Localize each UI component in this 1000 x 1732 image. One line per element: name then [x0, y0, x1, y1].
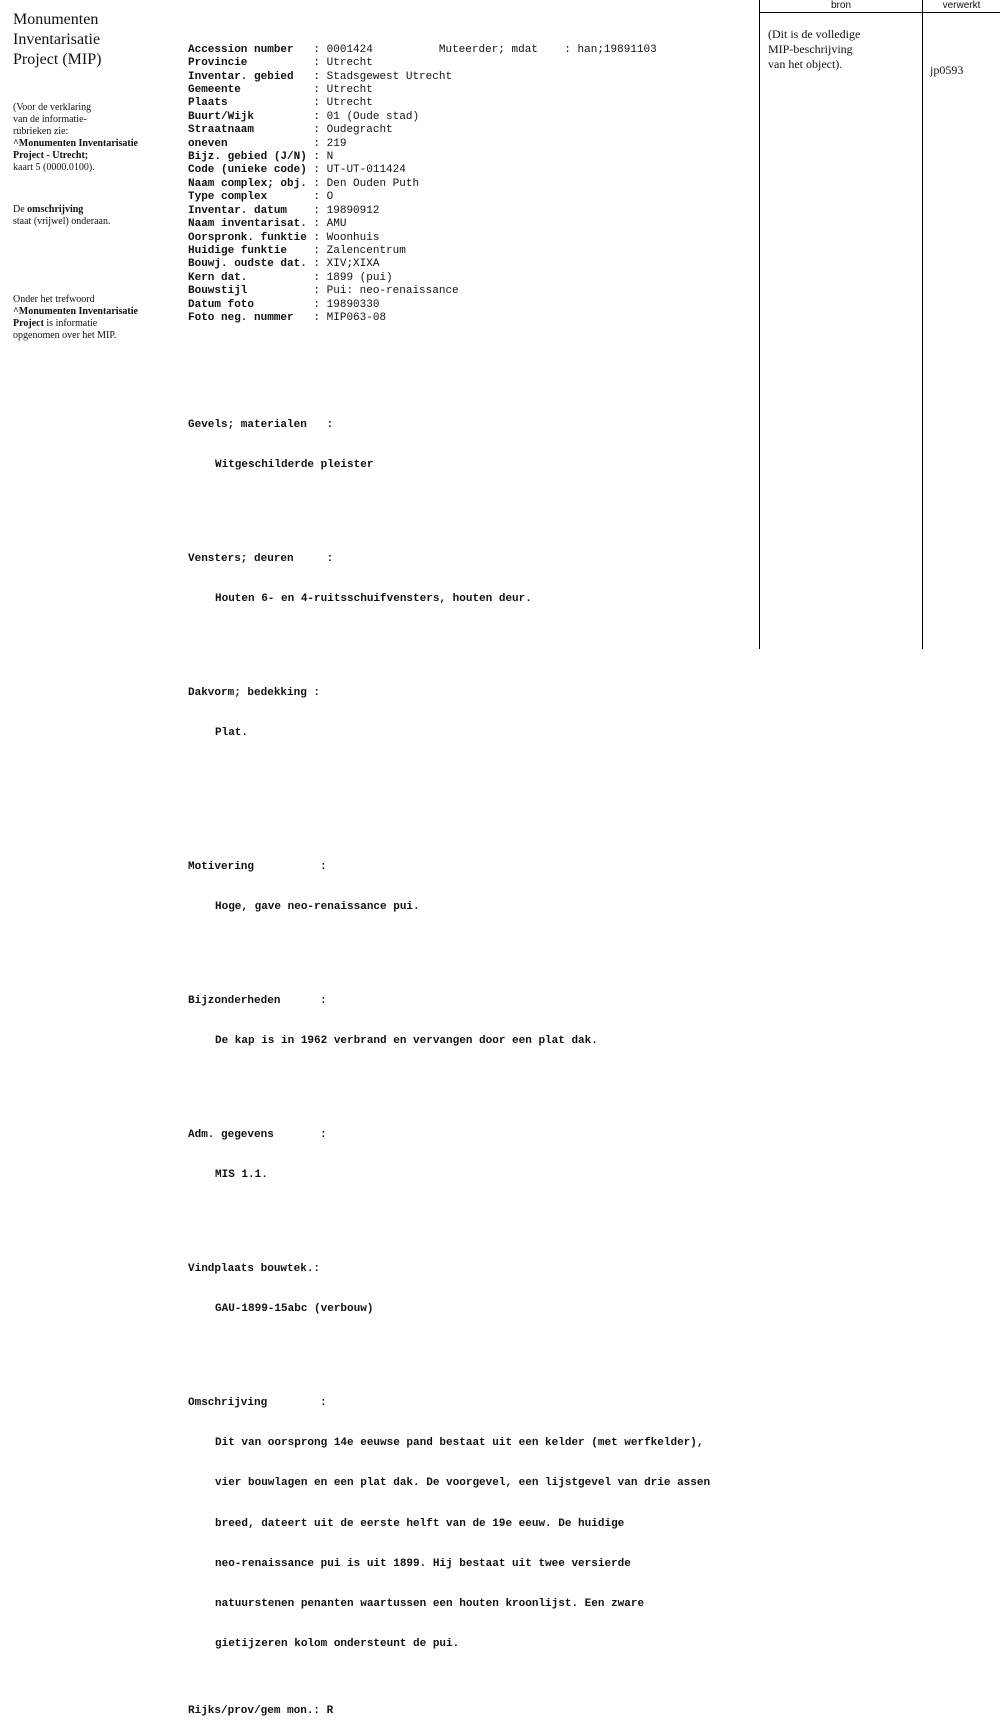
reference-note	[13, 102, 173, 174]
field-separator: :	[287, 204, 327, 217]
field-label: Oorspronk. funktie	[188, 231, 307, 244]
field-row	[188, 272, 748, 285]
gevels-section: Gevels; materialen : Witgeschilderde pleister	[188, 392, 748, 499]
description-line: gietijzeren kolom ondersteunt de pui.	[215, 1638, 460, 1651]
section-value: MIS 1.1.	[215, 1169, 268, 1182]
spacer	[373, 44, 439, 56]
section-label: Bijzonderheden	[188, 994, 281, 1007]
field-row	[188, 191, 748, 204]
section-label: Motivering	[188, 860, 255, 873]
record-body	[188, 17, 748, 1732]
description-line: Dit van oorsprong 14e eeuwse pand bestaat uit een kelder (met werfkelder),	[215, 1437, 704, 1450]
field-value: Oudegracht	[326, 124, 393, 137]
left-column	[13, 10, 173, 341]
field-separator: :	[247, 271, 327, 284]
keyword-note	[13, 294, 173, 342]
field-label: Inventar. datum	[188, 204, 288, 217]
description-line: vier bouwlagen en een plat dak. De voorgevel, een lijstgevel van drie assen	[215, 1477, 711, 1490]
field-row	[188, 111, 748, 124]
field-separator: :	[254, 298, 327, 311]
field-list	[188, 44, 748, 326]
section-label: Vensters; deuren	[188, 552, 294, 565]
verwerkt-code: jp0593	[930, 63, 964, 77]
bron-note	[768, 27, 918, 72]
field-row	[188, 151, 748, 164]
field-row	[188, 57, 748, 70]
description-line: breed, dateert uit de eerste helft van de 19e eeuw. De huidige	[215, 1517, 625, 1530]
field-label: Gemeente	[188, 84, 241, 97]
field-separator: :	[306, 231, 327, 244]
note-line: opgenomen over het MIP.	[13, 330, 117, 341]
field-value: AMU	[326, 218, 347, 231]
field-value: N	[326, 151, 334, 164]
field-label: Foto neg. nummer	[188, 311, 294, 324]
field-value: 01 (Oude stad)	[326, 110, 420, 123]
field-label: Type complex	[188, 191, 268, 204]
verwerkt-header: verwerkt	[942, 0, 981, 11]
note-line: Onder het trefwoord	[13, 294, 95, 305]
field-row	[188, 218, 748, 231]
field-label: Buurt/Wijk	[188, 110, 255, 123]
field-separator: :	[227, 137, 327, 150]
section-value: Houten 6- en 4-ruitsschuifvensters, houten deur.	[215, 593, 532, 606]
field-label: Provincie	[188, 57, 248, 70]
note-line: staat (vrijwel) onderaan.	[13, 216, 111, 227]
rijks-section	[188, 1705, 748, 1718]
field-value: Utrecht	[326, 84, 373, 97]
bron-line: MIP-beschrijving	[768, 42, 853, 56]
section-label: Adm. gegevens	[188, 1128, 274, 1141]
dakvorm-section: Dakvorm; bedekking : Plat.	[188, 660, 748, 767]
field-value: Stadsgewest Utrecht	[326, 70, 453, 83]
field-separator: :	[537, 43, 578, 56]
note-link: ^Monumenten Inventarisatie	[13, 138, 138, 149]
section-label: Gevels; materialen	[188, 418, 307, 431]
field-separator: :	[247, 57, 327, 70]
field-row	[188, 245, 748, 258]
field-label: Bijz. gebied (J/N)	[188, 151, 307, 164]
bijzonderheden-section: Bijzonderheden : De kap is in 1962 verbrand en vervangen door een plat dak.	[188, 968, 748, 1075]
muteerder-label: Muteerder; mdat	[438, 43, 538, 56]
field-row	[188, 299, 748, 312]
field-row	[188, 97, 748, 110]
section-value: Witgeschilderde pleister	[215, 459, 374, 471]
field-value: Utrecht	[326, 57, 373, 70]
section-value: Plat.	[215, 727, 249, 740]
note-link: ^Monumenten Inventarisatie	[13, 306, 138, 317]
field-value: 1899 (pui)	[326, 271, 393, 284]
field-separator: :	[254, 124, 327, 137]
field-separator: :	[306, 151, 327, 164]
field-value: 19890330	[326, 298, 380, 311]
vindplaats-section	[188, 1236, 748, 1343]
field-row	[188, 312, 748, 325]
field-separator: :	[240, 84, 327, 97]
field-label: Bouwstijl	[188, 285, 248, 298]
section-label: Vindplaats bouwtek.:	[188, 1262, 321, 1275]
column-divider	[759, 0, 760, 649]
field-value: Utrecht	[326, 97, 373, 110]
field-value: 0001424	[326, 43, 373, 56]
section-value: R	[326, 1705, 334, 1718]
field-row	[188, 44, 748, 57]
field-value: XIV;XIXA	[326, 258, 380, 271]
note-line: rubrieken zie:	[13, 126, 69, 137]
field-separator: :	[287, 244, 327, 257]
description-line: natuurstenen penanten waartussen een houten kroonlijst. Een zware	[215, 1598, 645, 1611]
field-row	[188, 84, 748, 97]
bron-line: van het object).	[768, 57, 843, 71]
field-label: Huidige funktie	[188, 244, 288, 257]
vensters-section: Vensters; deuren : Houten 6- en 4-ruitsschuifvensters, houten deur.	[188, 526, 748, 633]
field-row	[188, 285, 748, 298]
note-bold: omschrijving	[27, 204, 84, 215]
note-text: De	[13, 204, 28, 215]
field-label: Code (unieke code)	[188, 164, 307, 177]
field-label: Plaats	[188, 97, 228, 110]
field-separator: :	[254, 110, 327, 123]
field-label: Straatnaam	[188, 124, 255, 137]
note-link: Project - Utrecht;	[13, 150, 89, 161]
field-value: Zalencentrum	[326, 244, 406, 257]
field-row	[188, 138, 748, 151]
field-row	[188, 164, 748, 177]
field-separator: :	[293, 70, 327, 83]
title-line: Inventarisatie	[13, 31, 101, 48]
field-row	[188, 71, 748, 84]
bron-line: (Dit is de volledige	[768, 27, 861, 41]
description-line: neo-renaissance pui is uit 1899. Hij bestaat uit twee versierde	[215, 1557, 631, 1570]
note-line: kaart 5 (0000.0100).	[13, 162, 95, 173]
section-label: Omschrijving	[188, 1397, 268, 1410]
bron-header: bron	[830, 0, 851, 11]
section-value: Hoge, gave neo-renaissance pui.	[215, 901, 420, 913]
field-label: Naam inventarisat.	[188, 218, 307, 231]
field-value: O	[326, 191, 334, 204]
title-line: Project (MIP)	[13, 51, 102, 68]
document-title	[13, 10, 173, 70]
note-text: is informatie	[43, 318, 98, 329]
field-value: Woonhuis	[326, 231, 380, 244]
field-label: Naam complex; obj.	[188, 177, 307, 190]
field-value: MIP063-08	[326, 311, 387, 324]
field-value: 219	[326, 137, 347, 150]
adm-section: Adm. gegevens : MIS 1.1.	[188, 1102, 748, 1209]
header-rule	[760, 12, 1000, 13]
field-separator: :	[306, 218, 327, 231]
note-line: (Voor de verklaring	[13, 102, 92, 113]
column-divider	[922, 0, 923, 649]
note-bold: Project	[13, 318, 44, 329]
note-line: van de informatie-	[13, 114, 87, 125]
field-separator: :	[306, 177, 327, 190]
field-row	[188, 178, 748, 191]
field-separator: :	[293, 311, 327, 324]
field-row	[188, 232, 748, 245]
field-label: Bouwj. oudste dat.	[188, 258, 307, 271]
field-label: Datum foto	[188, 298, 255, 311]
omschrijving-section: Omschrijving : Dit van oorsprong 14e eeuwse pand bestaat uit een kelder (met werfkelder), vier bouwlagen en een plat dak. De voorgevel, een lijstgevel van drie assen breed, dateert uit de eerste helft van de 19e eeuw. De huidige neo-renaissance pui is uit 1899. Hij bestaat uit twee versierde natuurstenen penanten waartussen een houten kroonlijst. Een zware gietijzeren kolom ondersteunt de pui.	[188, 1370, 748, 1678]
field-label: Kern dat.	[188, 271, 248, 284]
field-separator: :	[227, 97, 327, 110]
field-value: UT-UT-011424	[326, 164, 406, 177]
description-note	[13, 204, 173, 228]
muteerder-value: han;19891103	[577, 43, 657, 56]
field-row	[188, 258, 748, 271]
field-separator: :	[267, 191, 327, 204]
section-label: Rijks/prov/gem mon.:	[188, 1705, 321, 1718]
field-separator: :	[306, 258, 327, 271]
field-row	[188, 124, 748, 137]
field-label: Inventar. gebied	[188, 70, 294, 83]
motivering-section: Motivering : Hoge, gave neo-renaissance pui.	[188, 834, 748, 941]
section-value: GAU-1899-15abc (verbouw)	[215, 1303, 374, 1316]
field-value: Pui: neo-renaissance	[326, 285, 459, 298]
field-row	[188, 205, 748, 218]
field-value: Den Ouden Puth	[326, 177, 420, 190]
field-label: oneven	[188, 137, 228, 150]
field-separator: :	[306, 164, 327, 177]
field-separator: :	[247, 285, 327, 298]
field-separator: :	[293, 43, 327, 56]
section-label: Dakvorm; bedekking	[188, 686, 307, 699]
section-value: De kap is in 1962 verbrand en vervangen door een plat dak.	[215, 1035, 598, 1048]
title-line: Monumenten	[13, 11, 99, 28]
field-label: Accession number	[188, 43, 294, 56]
field-value: 19890912	[326, 204, 380, 217]
